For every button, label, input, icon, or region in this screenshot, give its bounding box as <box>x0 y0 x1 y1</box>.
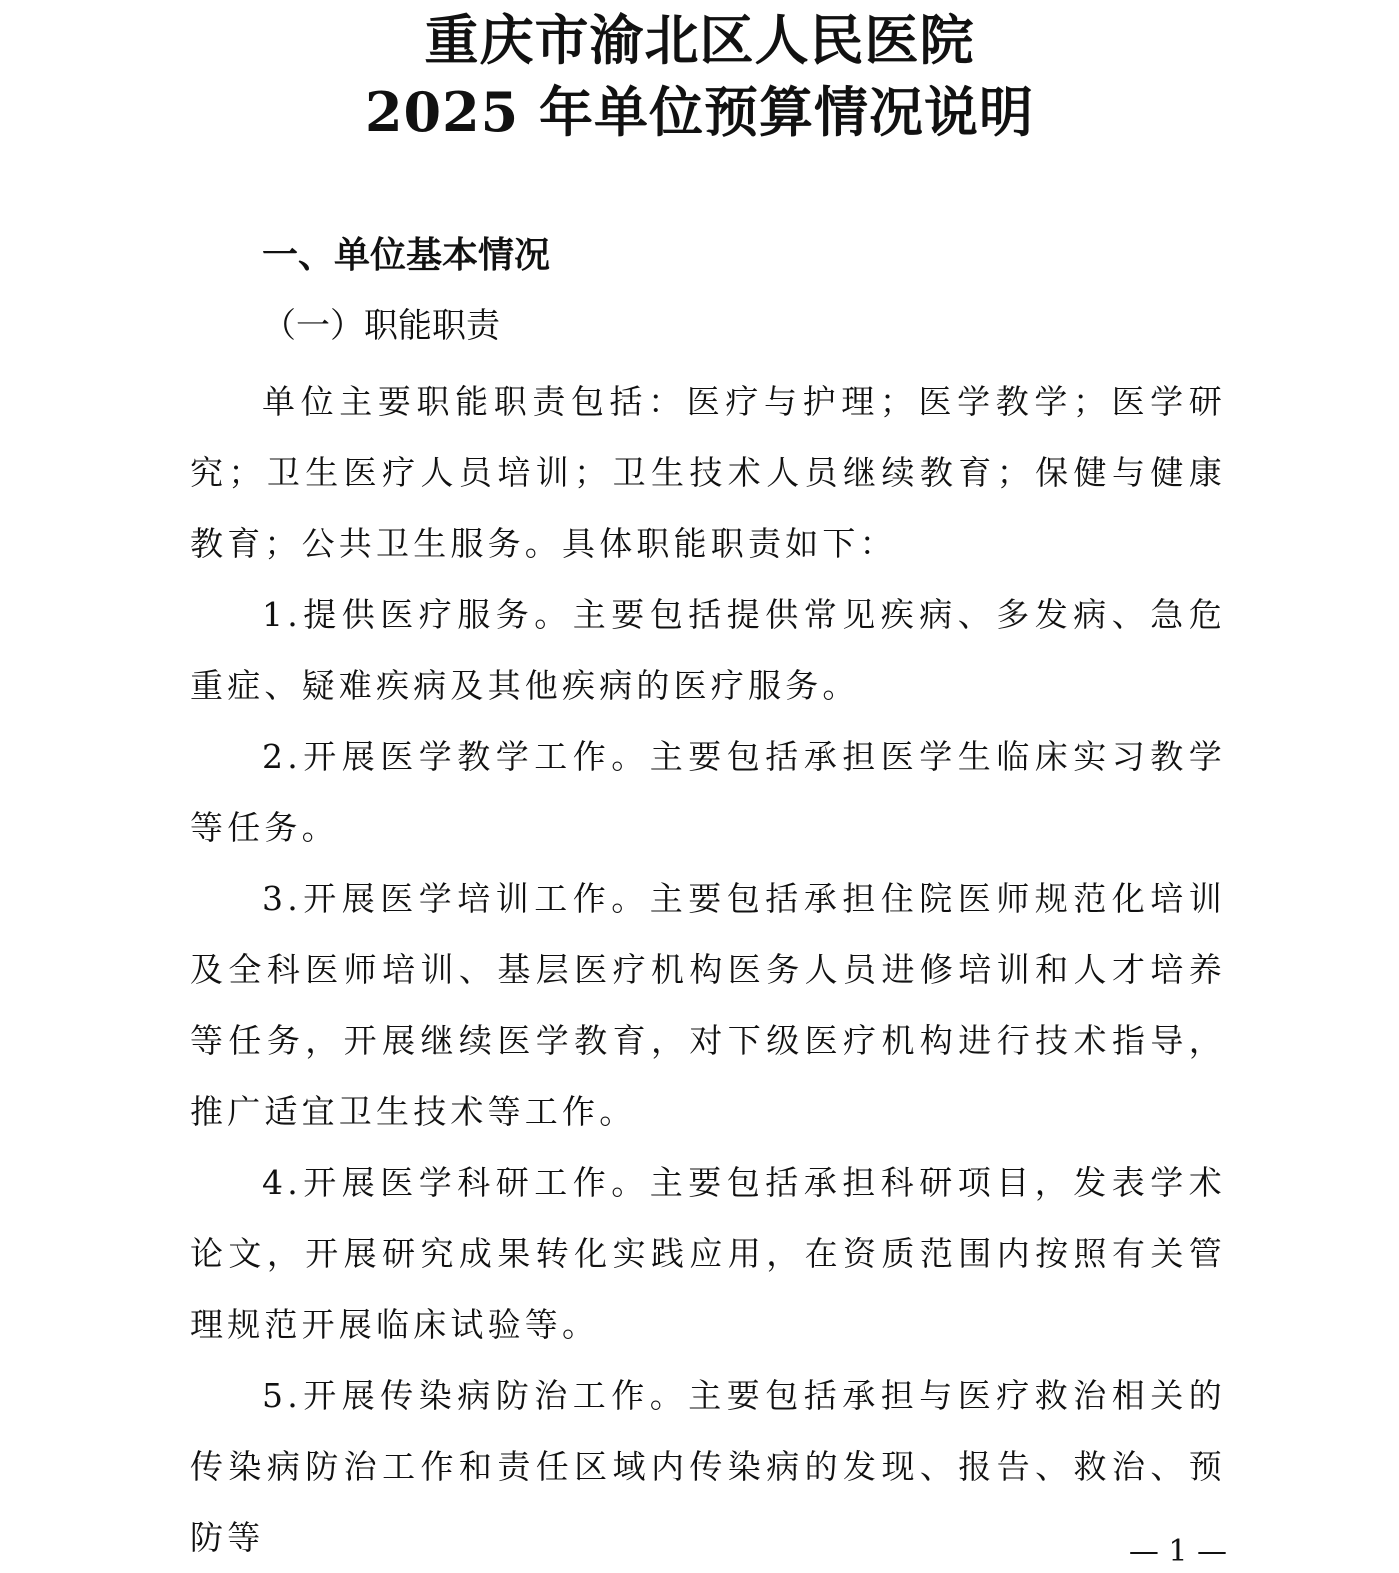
paragraph-item-2: 2.开展医学教学工作。主要包括承担医学生临床实习教学等任务。 <box>190 737 1226 847</box>
paragraph-intro: 单位主要职能职责包括：医疗与护理；医学教学；医学研究；卫生医疗人员培训；卫生技术人员继续教育；保健与健康教育；公共卫生服务。具体职能职责如下： <box>190 382 1226 563</box>
document-title-line-2: 2025 年单位预算情况说明 <box>364 80 1035 144</box>
paragraph-item-1: 1.提供医疗服务。主要包括提供常见疾病、多发病、急危重症、疑难疾病及其他疾病的医疗服务。 <box>190 595 1226 705</box>
page-number: — 1 — <box>1128 1534 1227 1569</box>
section-heading: 一、单位基本情况 <box>262 235 551 276</box>
body-text <box>190 366 1226 1573</box>
paragraph-item-5: 5.开展传染病防治工作。主要包括承担与医疗救治相关的传染病防治工作和责任区域内传染病的发现、报告、救治、预防等 <box>190 1376 1226 1557</box>
paragraph-item-4: 4.开展医学科研工作。主要包括承担科研项目，发表学术论文，开展研究成果转化实践应用，在资质范围内按照有关管理规范开展临床试验等。 <box>190 1163 1226 1344</box>
paragraph-item-3: 3.开展医学培训工作。主要包括承担住院医师规范化培训及全科医师培训、基层医疗机构医务人员进修培训和人才培养等任务，开展继续医学教育，对下级医疗机构进行技术指导，推广适宜卫生技术等工作。 <box>190 879 1226 1131</box>
document-title-line-1: 重庆市渝北区人民医院 <box>424 8 975 72</box>
subsection-heading: （一）职能职责 <box>262 306 500 346</box>
